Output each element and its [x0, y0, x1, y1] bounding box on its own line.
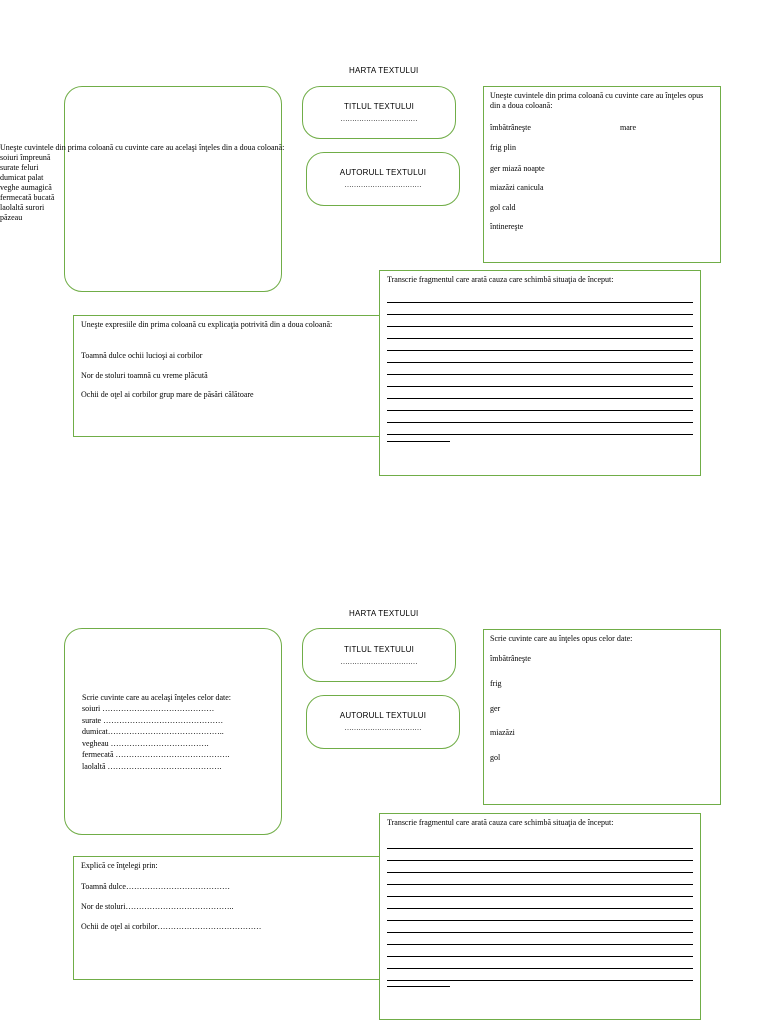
- list-item: vegheau ……………………………….: [82, 739, 209, 748]
- list-item: fermecată bucată: [0, 193, 55, 202]
- sinonime-instruction-top: Uneşte cuvintele din prima coloană cu cuvinte care au acelaşi înţeles din a doua coloană:: [0, 143, 285, 152]
- page-heading-top: HARTA TEXTULUI: [349, 66, 419, 75]
- list-item: îmbătrâneşte: [490, 123, 531, 132]
- author-dotted-line: ……………………………: [344, 724, 422, 732]
- list-item: soiuri ……………………………………: [82, 704, 215, 713]
- author-box-bottom: [306, 695, 460, 749]
- sinonime-box-top: [64, 86, 282, 292]
- title-box-bottom: [302, 628, 456, 682]
- transcrie-instruction-bottom: Transcrie fragmentul care arată cauza care schimbă situaţia de început:: [387, 818, 614, 827]
- list-item: întinereşte: [490, 222, 524, 231]
- expresii-instruction-top: Uneşte expresiile din prima coloană cu explicaţia potrivită din a doua coloană:: [81, 320, 333, 329]
- transcrie-instruction-top: Transcrie fragmentul care arată cauza care schimbă situaţia de început:: [387, 275, 614, 284]
- answer-line-short: [387, 986, 450, 987]
- explica-box-bottom: [73, 856, 393, 980]
- answer-line: [387, 968, 693, 969]
- answer-line: [387, 398, 693, 399]
- list-item: surate ………………………………………: [82, 716, 224, 725]
- antonime-box-top: [483, 86, 721, 263]
- answer-line: [387, 302, 693, 303]
- answer-line: [387, 434, 693, 435]
- list-item: Ochii de oţel ai corbilor grup mare de păsări călătoare: [81, 390, 254, 399]
- author-label: AUTORULL TEXTULUI: [339, 168, 427, 177]
- expresii-box-top: [73, 315, 393, 437]
- list-item: păzeau: [0, 213, 23, 222]
- answer-line: [387, 932, 693, 933]
- list-item: Nor de stoluri toamnă cu vreme plăcută: [81, 371, 208, 380]
- list-item: miazăzi canicula: [490, 183, 544, 192]
- author-dotted-line: ……………………………: [344, 181, 422, 189]
- answer-line: [387, 374, 693, 375]
- list-item: Ochii de oţel ai corbilor…………………………………: [81, 922, 262, 931]
- explica-instruction-bottom: Explică ce înţelegi prin:: [81, 861, 158, 870]
- answer-line: [387, 980, 693, 981]
- transcrie-box-bottom: [379, 813, 701, 1020]
- answer-line: [387, 908, 693, 909]
- antonime-box-bottom: [483, 629, 721, 805]
- author-box-top: [306, 152, 460, 206]
- answer-line: [387, 872, 693, 873]
- list-item: laolaltă surori: [0, 203, 45, 212]
- list-item: mare: [620, 123, 636, 132]
- list-item: veghe aumagică: [0, 183, 52, 192]
- list-item: ger miază noapte: [490, 164, 545, 173]
- sinonime-box-bottom: [64, 628, 282, 835]
- sinonime-instruction-bottom: Scrie cuvinte care au acelaşi înţeles celor date:: [82, 693, 232, 702]
- answer-line: [387, 422, 693, 423]
- title-dotted-line: ……………………………: [340, 658, 418, 666]
- answer-line: [387, 848, 693, 849]
- list-item: Toamnă dulce ochii lucioşi ai corbilor: [81, 351, 203, 360]
- list-item: surate feluri: [0, 163, 39, 172]
- title-dotted-line: ……………………………: [340, 115, 418, 123]
- title-label: TITLUL TEXTULUI: [343, 645, 415, 654]
- list-item: gol: [490, 753, 501, 762]
- list-item: soiuri împreună: [0, 153, 51, 162]
- list-item: frig plin: [490, 143, 516, 152]
- answer-line: [387, 338, 693, 339]
- answer-line: [387, 884, 693, 885]
- answer-line: [387, 410, 693, 411]
- list-item: frig: [490, 679, 502, 688]
- sinonime-word-list-top: [0, 153, 54, 223]
- list-item: îmbătrâneşte: [490, 654, 531, 663]
- answer-line: [387, 896, 693, 897]
- transcrie-box-top: [379, 270, 701, 476]
- answer-line: [387, 944, 693, 945]
- list-item: Nor de stoluri…………………………………..: [81, 902, 234, 911]
- antonime-instruction-bottom: Scrie cuvinte care au înţeles opus celor date:: [490, 634, 633, 643]
- answer-line: [387, 956, 693, 957]
- answer-line: [387, 350, 693, 351]
- list-item: fermecată …………………………………….: [82, 750, 230, 759]
- list-item: dumicat palat: [0, 173, 44, 182]
- list-item: ger: [490, 704, 501, 713]
- answer-line: [387, 326, 693, 327]
- answer-line: [387, 362, 693, 363]
- list-item: Toamnă dulce…………………………………: [81, 882, 230, 891]
- title-label: TITLUL TEXTULUI: [343, 102, 415, 111]
- author-label: AUTORULL TEXTULUI: [339, 711, 427, 720]
- antonime-instruction-top: Uneşte cuvintele din prima coloană cu cuvinte care au înţeles opus din a doua coloană:: [490, 91, 704, 110]
- list-item: dumicat……………………………………..: [82, 727, 224, 736]
- answer-line-short: [387, 441, 450, 442]
- answer-line: [387, 860, 693, 861]
- answer-line: [387, 386, 693, 387]
- list-item: gol cald: [490, 203, 516, 212]
- answer-line: [387, 920, 693, 921]
- page-heading-bottom: HARTA TEXTULUI: [349, 609, 419, 618]
- list-item: laolaltă …………………………………….: [82, 762, 222, 771]
- list-item: miazăzi: [490, 728, 515, 737]
- answer-line: [387, 314, 693, 315]
- title-box-top: [302, 86, 456, 139]
